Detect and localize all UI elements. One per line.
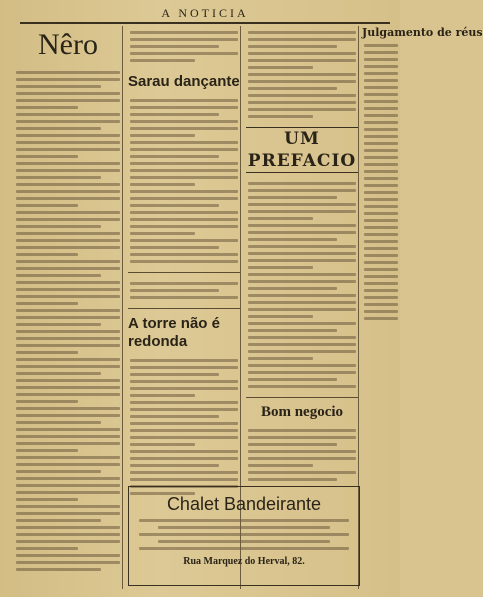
article-body-placeholder — [128, 354, 240, 500]
ad-body-placeholder — [129, 519, 359, 550]
article-heading-nero: Nêro — [38, 28, 98, 61]
article-body-placeholder — [128, 94, 240, 268]
article-heading-torre: A torre não é redonda — [128, 315, 220, 350]
article-heading-sarau: Sarau dançante — [128, 73, 240, 90]
article-body-placeholder — [14, 66, 122, 576]
article-body-placeholder — [128, 277, 240, 304]
article-heading-prefacio: UM PREFACIO — [247, 129, 357, 171]
article-heading-negocio: Bom negocio — [260, 404, 344, 420]
column-4 — [362, 26, 483, 589]
column-1 — [14, 26, 123, 589]
advertisement-box — [128, 486, 360, 586]
masthead-title: A NOTICIA — [161, 6, 249, 20]
masthead — [20, 4, 390, 24]
divider — [128, 308, 240, 309]
article-body-placeholder — [246, 26, 358, 123]
article-body-placeholder — [246, 424, 358, 486]
article-body-placeholder — [128, 26, 240, 67]
divider — [128, 272, 240, 273]
ad-footer: Rua Marquez do Herval, 82. — [183, 556, 305, 567]
ad-title: Chalet Bandeirante — [166, 494, 322, 514]
article-heading-julgamento: Julgamento de réus — [362, 26, 483, 39]
article-body-placeholder — [246, 177, 358, 393]
divider — [246, 397, 358, 398]
article-body-placeholder — [362, 39, 400, 325]
